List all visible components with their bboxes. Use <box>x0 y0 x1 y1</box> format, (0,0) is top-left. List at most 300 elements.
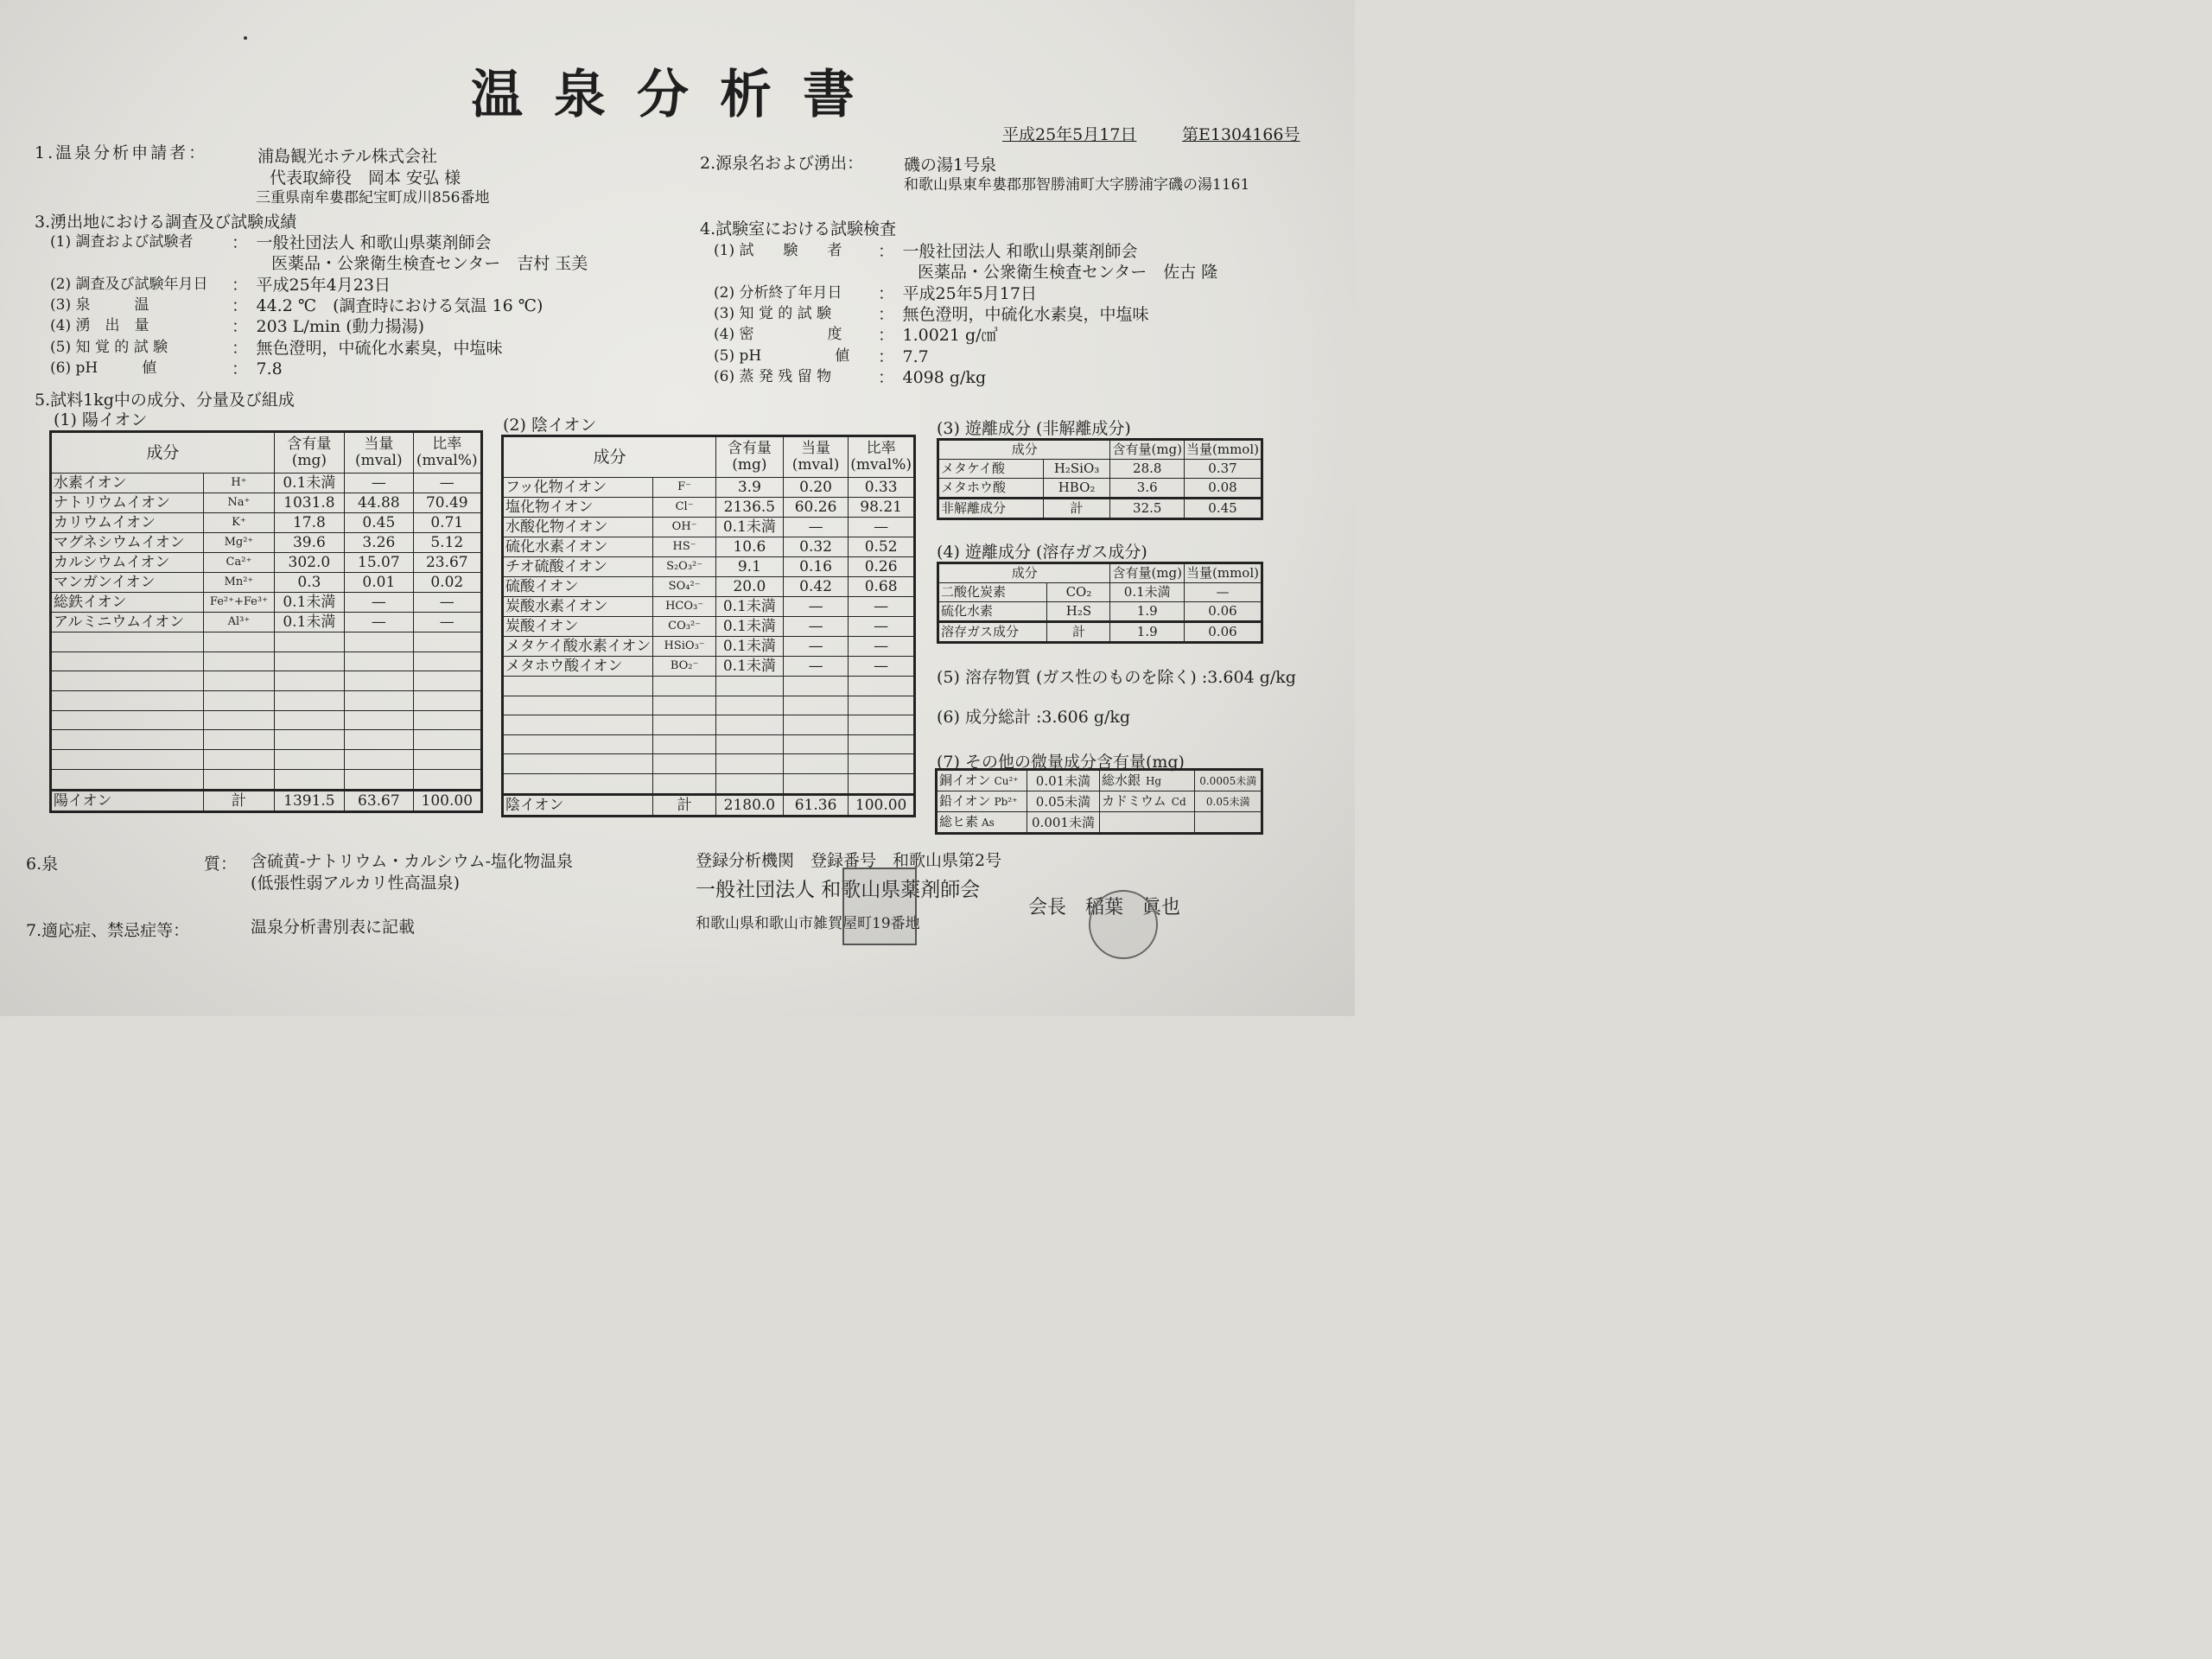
anion-table <box>501 435 916 817</box>
total-mg: 1391.5 <box>274 790 344 811</box>
cell-mg: 0.1未満 <box>274 474 344 493</box>
table-row <box>937 770 1262 791</box>
s5-label: 5.試料1kg中の成分、分量及び組成 <box>35 391 295 410</box>
document-number: 第E1304166号 <box>1182 125 1300 144</box>
empty-row <box>51 750 482 770</box>
item-value: ： 44.2 ℃ (調査時における気温 16 ℃) <box>232 296 543 315</box>
empty-row <box>51 769 482 790</box>
empty-row <box>503 715 915 735</box>
cell-sym: Ca²⁺ <box>204 553 274 573</box>
item-value: ： 7.7 <box>878 346 929 366</box>
b-name: カドミウム <box>1101 793 1166 809</box>
empty-cell <box>51 671 204 691</box>
cell-mg: 0.1未満 <box>274 593 344 613</box>
cell-name: 硫化水素 <box>938 602 1047 622</box>
table-row <box>938 479 1262 499</box>
table-row <box>503 657 915 677</box>
cell-name: 炭酸水素イオン <box>503 597 653 617</box>
empty-cell <box>715 696 783 715</box>
header-amount <box>715 436 783 478</box>
cell-mval: 0.20 <box>783 478 848 498</box>
issue-date: 平成25年5月17日 <box>1002 125 1137 144</box>
cation-caption: (1) 陽イオン <box>54 410 148 429</box>
empty-cell <box>849 677 915 696</box>
cell-mg: 302.0 <box>274 553 344 573</box>
table-row <box>938 602 1262 622</box>
cell-a-name <box>937 812 1027 834</box>
round-seal-stamp <box>1089 890 1158 959</box>
table-row <box>51 513 482 533</box>
header-mval <box>783 436 848 478</box>
table-row <box>51 593 482 613</box>
table-row <box>938 460 1262 479</box>
table-row <box>51 474 482 493</box>
a-name: 銅イオン <box>939 772 991 788</box>
empty-row <box>503 734 915 754</box>
header-unit: (mval) <box>355 452 403 469</box>
cell-mg: 0.1未満 <box>715 657 783 677</box>
total-row <box>503 794 915 816</box>
cell-mval: — <box>783 657 848 677</box>
cell-name: メタホウ酸 <box>938 479 1044 499</box>
cell-mg: 1031.8 <box>274 493 344 513</box>
empty-cell <box>345 691 413 711</box>
a-sym: Pb²⁺ <box>994 796 1018 808</box>
item-value: ： 平成25年4月23日 <box>232 275 391 295</box>
total-pct: 100.00 <box>849 794 915 816</box>
empty-cell <box>51 691 204 711</box>
cell-mval: 44.88 <box>345 493 413 513</box>
cell-mval: 0.45 <box>345 513 413 533</box>
cell-pct: 0.02 <box>413 573 481 593</box>
gas-table <box>937 562 1263 644</box>
s2-name: 磯の湯1号泉 <box>904 156 997 175</box>
empty-cell <box>653 677 716 696</box>
total-mg: 32.5 <box>1110 499 1185 519</box>
item-value: ： 無色澄明，中硫化水素臭，中塩味 <box>232 338 503 358</box>
total-name: 陰イオン <box>503 794 653 816</box>
cation-table <box>49 430 483 813</box>
registry-address: 和歌山県和歌山市雑賀屋町19番地 <box>696 915 920 932</box>
cell-sym: Na⁺ <box>204 493 274 513</box>
cell-mmol: 0.08 <box>1185 479 1262 499</box>
trace-caption: (7) その他の微量成分含有量(mg) <box>937 753 1185 772</box>
table-row <box>51 553 482 573</box>
cell-mmol: 0.06 <box>1185 602 1262 622</box>
empty-cell <box>274 652 344 671</box>
cell-b-name <box>1099 770 1195 791</box>
cell-sym: H₂SiO₃ <box>1043 460 1110 479</box>
s1-label: 1.温泉分析申請者： <box>35 143 208 162</box>
cell-b-value: 0.05未満 <box>1195 791 1262 812</box>
empty-cell <box>653 754 716 774</box>
empty-cell <box>274 730 344 750</box>
table-row <box>503 557 915 577</box>
empty-cell <box>715 715 783 735</box>
header-label: 当量 <box>801 440 831 457</box>
empty-cell <box>653 715 716 735</box>
cell-mg: 0.1未満 <box>715 597 783 617</box>
cell-pct: 5.12 <box>413 533 481 553</box>
total-mval: 61.36 <box>783 794 848 816</box>
cell-name: 塩化物イオン <box>503 498 653 518</box>
empty-cell <box>715 734 783 754</box>
cell-sym: HSiO₃⁻ <box>653 637 716 657</box>
header-label: 含有量 <box>727 440 772 457</box>
cell-pct: — <box>849 637 915 657</box>
cell-a-value: 0.01未満 <box>1027 770 1100 791</box>
item-key: (3) 知 覚 的 試 験 <box>714 304 832 322</box>
empty-cell <box>345 769 413 790</box>
header-label: 比率 <box>866 440 896 457</box>
header-label: 比率 <box>432 435 462 453</box>
item-value: ： 7.8 <box>232 359 283 378</box>
table-row <box>503 597 915 617</box>
empty-row <box>51 652 482 671</box>
item-value: ： 無色澄明，中硫化水素臭，中塩味 <box>878 304 1149 324</box>
empty-cell <box>413 652 481 671</box>
item-key: (5) pH 値 <box>714 346 850 365</box>
empty-row <box>503 677 915 696</box>
cell-mg: 0.1未満 <box>715 617 783 637</box>
a-sym: Cu²⁺ <box>994 775 1019 787</box>
empty-row <box>503 754 915 774</box>
empty-cell <box>503 677 653 696</box>
cell-mval: 0.32 <box>783 537 848 557</box>
empty-cell <box>274 710 344 730</box>
ink-dot <box>244 36 247 40</box>
empty-row <box>503 773 915 794</box>
empty-row <box>51 632 482 652</box>
total-name: 非解離成分 <box>938 499 1044 519</box>
empty-cell <box>345 730 413 750</box>
item-value: ： 4098 g/kg <box>878 367 987 387</box>
header-unit: (mg) <box>291 452 327 469</box>
cell-mg: 3.6 <box>1110 479 1185 499</box>
empty-cell <box>503 734 653 754</box>
item-key: (6) 蒸 発 残 留 物 <box>714 367 832 385</box>
cell-mg: 3.9 <box>715 478 783 498</box>
cell-sym: Mg²⁺ <box>204 533 274 553</box>
cell-mval: — <box>345 474 413 493</box>
table-row <box>503 637 915 657</box>
cell-pct: 0.33 <box>849 478 915 498</box>
total-mg: 1.9 <box>1110 622 1185 643</box>
cell-sym: K⁺ <box>204 513 274 533</box>
empty-cell <box>413 710 481 730</box>
cell-mg: 20.0 <box>715 577 783 597</box>
cell-sym: CO₃²⁻ <box>653 617 716 637</box>
table-row <box>937 812 1262 834</box>
cell-sym: H⁺ <box>204 474 274 493</box>
cell-name: チオ硫酸イオン <box>503 557 653 577</box>
empty-cell <box>51 750 204 770</box>
item-key: (6) pH 値 <box>50 359 157 377</box>
cell-name: ナトリウムイオン <box>51 493 204 513</box>
cell-mg: 28.8 <box>1110 460 1185 479</box>
cell-mval: 3.26 <box>345 533 413 553</box>
empty-cell <box>413 730 481 750</box>
cell-mval: 60.26 <box>783 498 848 518</box>
header-name: 成分 <box>938 440 1110 460</box>
s3-label: 3.湧出地における調査及び試験成績 <box>35 213 297 232</box>
s1-company: 浦島観光ホテル株式会社 <box>257 147 438 166</box>
cell-pct: — <box>413 593 481 613</box>
header-ratio <box>849 436 915 478</box>
table-row <box>937 791 1262 812</box>
table-row <box>503 577 915 597</box>
header-name: 成分 <box>938 563 1110 583</box>
item-value: 医薬品・公衆衛生検査センター 佐古 隆 <box>918 263 1218 283</box>
header-mg: 含有量(mg) <box>1110 563 1185 583</box>
empty-cell <box>413 671 481 691</box>
free-table <box>937 438 1263 520</box>
cell-mval: — <box>345 593 413 613</box>
item-key: (2) 分析終了年月日 <box>714 283 842 302</box>
item-value: ： 一般社団法人 和歌山県薬剤師会 <box>878 242 1138 261</box>
s4-label: 4.試験室における試験検査 <box>700 219 897 238</box>
table-row <box>503 617 915 637</box>
cell-mg: 0.1未満 <box>1110 583 1185 602</box>
header-row <box>938 563 1262 583</box>
empty-cell <box>715 677 783 696</box>
square-seal-stamp <box>842 868 917 945</box>
empty-cell <box>715 754 783 774</box>
item-key: (5) 知 覚 的 試 験 <box>50 338 168 356</box>
cell-sym: Al³⁺ <box>204 613 274 632</box>
cell-pct: 0.26 <box>849 557 915 577</box>
empty-cell <box>783 677 848 696</box>
empty-cell <box>51 730 204 750</box>
header-name: 成分 <box>503 436 716 478</box>
cell-sym: F⁻ <box>653 478 716 498</box>
s2-address: 和歌山県東牟婁郡那智勝浦町大字勝浦字磯の湯1161 <box>904 176 1250 194</box>
total-mg: 2180.0 <box>715 794 783 816</box>
table-row <box>51 613 482 632</box>
cell-name: 炭酸イオン <box>503 617 653 637</box>
cell-name: マンガンイオン <box>51 573 204 593</box>
empty-cell <box>783 715 848 735</box>
cell-mval: — <box>783 597 848 617</box>
total-components: (6) 成分総計 :3.606 g/kg <box>937 708 1131 727</box>
empty-cell <box>51 652 204 671</box>
empty-cell <box>345 710 413 730</box>
item-value: ： 一般社団法人 和歌山県薬剤師会 <box>232 233 492 252</box>
item-value: 医薬品・公衆衛生検査センター 吉村 玉美 <box>271 254 588 274</box>
empty-cell <box>849 754 915 774</box>
cell-mg: 0.1未満 <box>274 613 344 632</box>
header-ratio <box>413 432 481 474</box>
cell-pct: — <box>849 617 915 637</box>
empty-cell <box>345 652 413 671</box>
empty-cell <box>413 632 481 652</box>
cell-pct: — <box>413 613 481 632</box>
cell-mval: 15.07 <box>345 553 413 573</box>
empty-row <box>51 730 482 750</box>
a-sym: As <box>982 817 995 829</box>
cell-name: アルミニウムイオン <box>51 613 204 632</box>
empty-cell <box>503 754 653 774</box>
header-label: 含有量 <box>287 435 332 453</box>
total-row <box>938 499 1262 519</box>
gas-caption: (4) 遊離成分 (溶存ガス成分) <box>937 543 1147 562</box>
total-mval: 63.67 <box>345 790 413 811</box>
empty-cell <box>783 696 848 715</box>
item-value: ： 1.0021 g/㎤ <box>878 326 998 346</box>
cell-a-value: 0.001未満 <box>1027 812 1100 834</box>
cell-mmol: — <box>1185 583 1262 602</box>
header-name: 成分 <box>51 432 275 474</box>
total-row <box>938 622 1262 643</box>
empty-cell <box>204 652 274 671</box>
empty-cell <box>413 769 481 790</box>
table-row <box>938 583 1262 602</box>
header-row <box>938 440 1262 460</box>
b-sym: Hg <box>1145 775 1162 787</box>
empty-cell <box>204 769 274 790</box>
empty-cell <box>204 691 274 711</box>
s7-label: 7.適応症、禁忌症等： <box>26 921 190 940</box>
empty-cell <box>503 696 653 715</box>
analysis-document <box>0 0 1355 1016</box>
item-key: (4) 密 度 <box>714 326 842 344</box>
cell-pct: 0.71 <box>413 513 481 533</box>
cell-mg: 9.1 <box>715 557 783 577</box>
cell-sym: HS⁻ <box>653 537 716 557</box>
cell-sym: OH⁻ <box>653 518 716 537</box>
empty-cell <box>204 710 274 730</box>
empty-cell <box>204 671 274 691</box>
empty-cell <box>204 632 274 652</box>
cell-pct: — <box>849 597 915 617</box>
anion-caption: (2) 陰イオン <box>503 416 597 435</box>
registry-org: 一般社団法人 和歌山県薬剤師会 <box>696 879 981 901</box>
cell-b-name <box>1099 791 1195 812</box>
empty-cell <box>345 671 413 691</box>
cell-sym: Fe²⁺+Fe³⁺ <box>204 593 274 613</box>
b-sym: Cd <box>1171 796 1186 808</box>
item-key: (2) 調査及び試験年月日 <box>50 275 208 293</box>
empty-cell <box>345 750 413 770</box>
empty-cell <box>653 734 716 754</box>
cell-name: メタケイ酸水素イオン <box>503 637 653 657</box>
s6-label: 6.泉 <box>26 855 59 874</box>
cell-a-name <box>937 770 1027 791</box>
a-name: 鉛イオン <box>939 793 991 809</box>
president-name: 会長 稲葉 眞也 <box>1028 897 1181 918</box>
cell-pct: 0.52 <box>849 537 915 557</box>
empty-cell <box>51 769 204 790</box>
cell-mval: 0.01 <box>345 573 413 593</box>
total-pct: 100.00 <box>413 790 481 811</box>
cell-name: マグネシウムイオン <box>51 533 204 553</box>
header-unit: (mval%) <box>416 452 478 469</box>
cell-pct: — <box>849 518 915 537</box>
cell-pct: 98.21 <box>849 498 915 518</box>
cell-mg: 0.1未満 <box>715 637 783 657</box>
empty-cell <box>653 773 716 794</box>
table-row <box>503 537 915 557</box>
cell-sym: HCO₃⁻ <box>653 597 716 617</box>
total-sym: 計 <box>1043 499 1110 519</box>
trace-table <box>935 768 1263 835</box>
s7-value: 温泉分析書別表に記載 <box>251 918 416 937</box>
cell-name: カルシウムイオン <box>51 553 204 573</box>
empty-cell <box>51 632 204 652</box>
cell-b-value <box>1195 812 1262 834</box>
cell-mval: — <box>345 613 413 632</box>
a-name: 総ヒ素 <box>939 814 979 830</box>
registry-number: 登録分析機関 登録番号 和歌山県第2号 <box>696 851 1002 870</box>
header-unit: (mval%) <box>850 456 912 474</box>
cell-name: 水素イオン <box>51 474 204 493</box>
cell-sym: S₂O₃²⁻ <box>653 557 716 577</box>
s6-spring-class: (低張性弱アルカリ性高温泉) <box>251 874 461 893</box>
cell-mval: — <box>783 518 848 537</box>
total-name: 溶存ガス成分 <box>938 622 1047 643</box>
header-mmol: 当量(mmol) <box>1185 563 1262 583</box>
table-row <box>503 518 915 537</box>
empty-row <box>51 671 482 691</box>
cell-name: 総鉄イオン <box>51 593 204 613</box>
header-amount <box>274 432 344 474</box>
empty-row <box>51 691 482 711</box>
item-key: (1) 調査および試験者 <box>50 233 194 251</box>
empty-cell <box>503 715 653 735</box>
cell-mval: 0.42 <box>783 577 848 597</box>
header-unit: (mval) <box>791 456 840 474</box>
s1-representative: 代表取締役 岡本 安弘 様 <box>270 168 461 188</box>
document-title: 温泉分析書 <box>471 65 886 125</box>
cell-sym: SO₄²⁻ <box>653 577 716 597</box>
table-row <box>503 498 915 518</box>
total-row <box>51 790 482 811</box>
empty-cell <box>413 691 481 711</box>
empty-cell <box>503 773 653 794</box>
cell-name: 硫酸イオン <box>503 577 653 597</box>
table-row <box>51 493 482 513</box>
cell-b-name <box>1099 812 1195 834</box>
empty-row <box>51 710 482 730</box>
empty-cell <box>413 750 481 770</box>
cell-pct: 70.49 <box>413 493 481 513</box>
cell-mg: 1.9 <box>1110 602 1185 622</box>
cell-name: カリウムイオン <box>51 513 204 533</box>
header-label: 当量 <box>364 435 394 453</box>
empty-cell <box>849 696 915 715</box>
cell-mval: — <box>783 617 848 637</box>
b-name: 総水銀 <box>1101 772 1141 788</box>
cell-name: メタケイ酸 <box>938 460 1044 479</box>
empty-cell <box>849 734 915 754</box>
cell-pct: 23.67 <box>413 553 481 573</box>
item-key: (1) 試 験 者 <box>714 242 842 259</box>
total-mmol: 0.06 <box>1185 622 1262 643</box>
cell-mg: 0.1未満 <box>715 518 783 537</box>
empty-cell <box>783 754 848 774</box>
empty-cell <box>274 691 344 711</box>
table-row <box>51 573 482 593</box>
cell-pct: — <box>413 474 481 493</box>
cell-mg: 39.6 <box>274 533 344 553</box>
item-key: (3) 泉 温 <box>50 296 149 314</box>
cell-mg: 2136.5 <box>715 498 783 518</box>
cell-sym: Cl⁻ <box>653 498 716 518</box>
item-key: (4) 湧 出 量 <box>50 317 149 335</box>
cell-sym: H₂S <box>1047 602 1110 622</box>
s6-label2: 質： <box>204 855 238 874</box>
empty-row <box>503 696 915 715</box>
